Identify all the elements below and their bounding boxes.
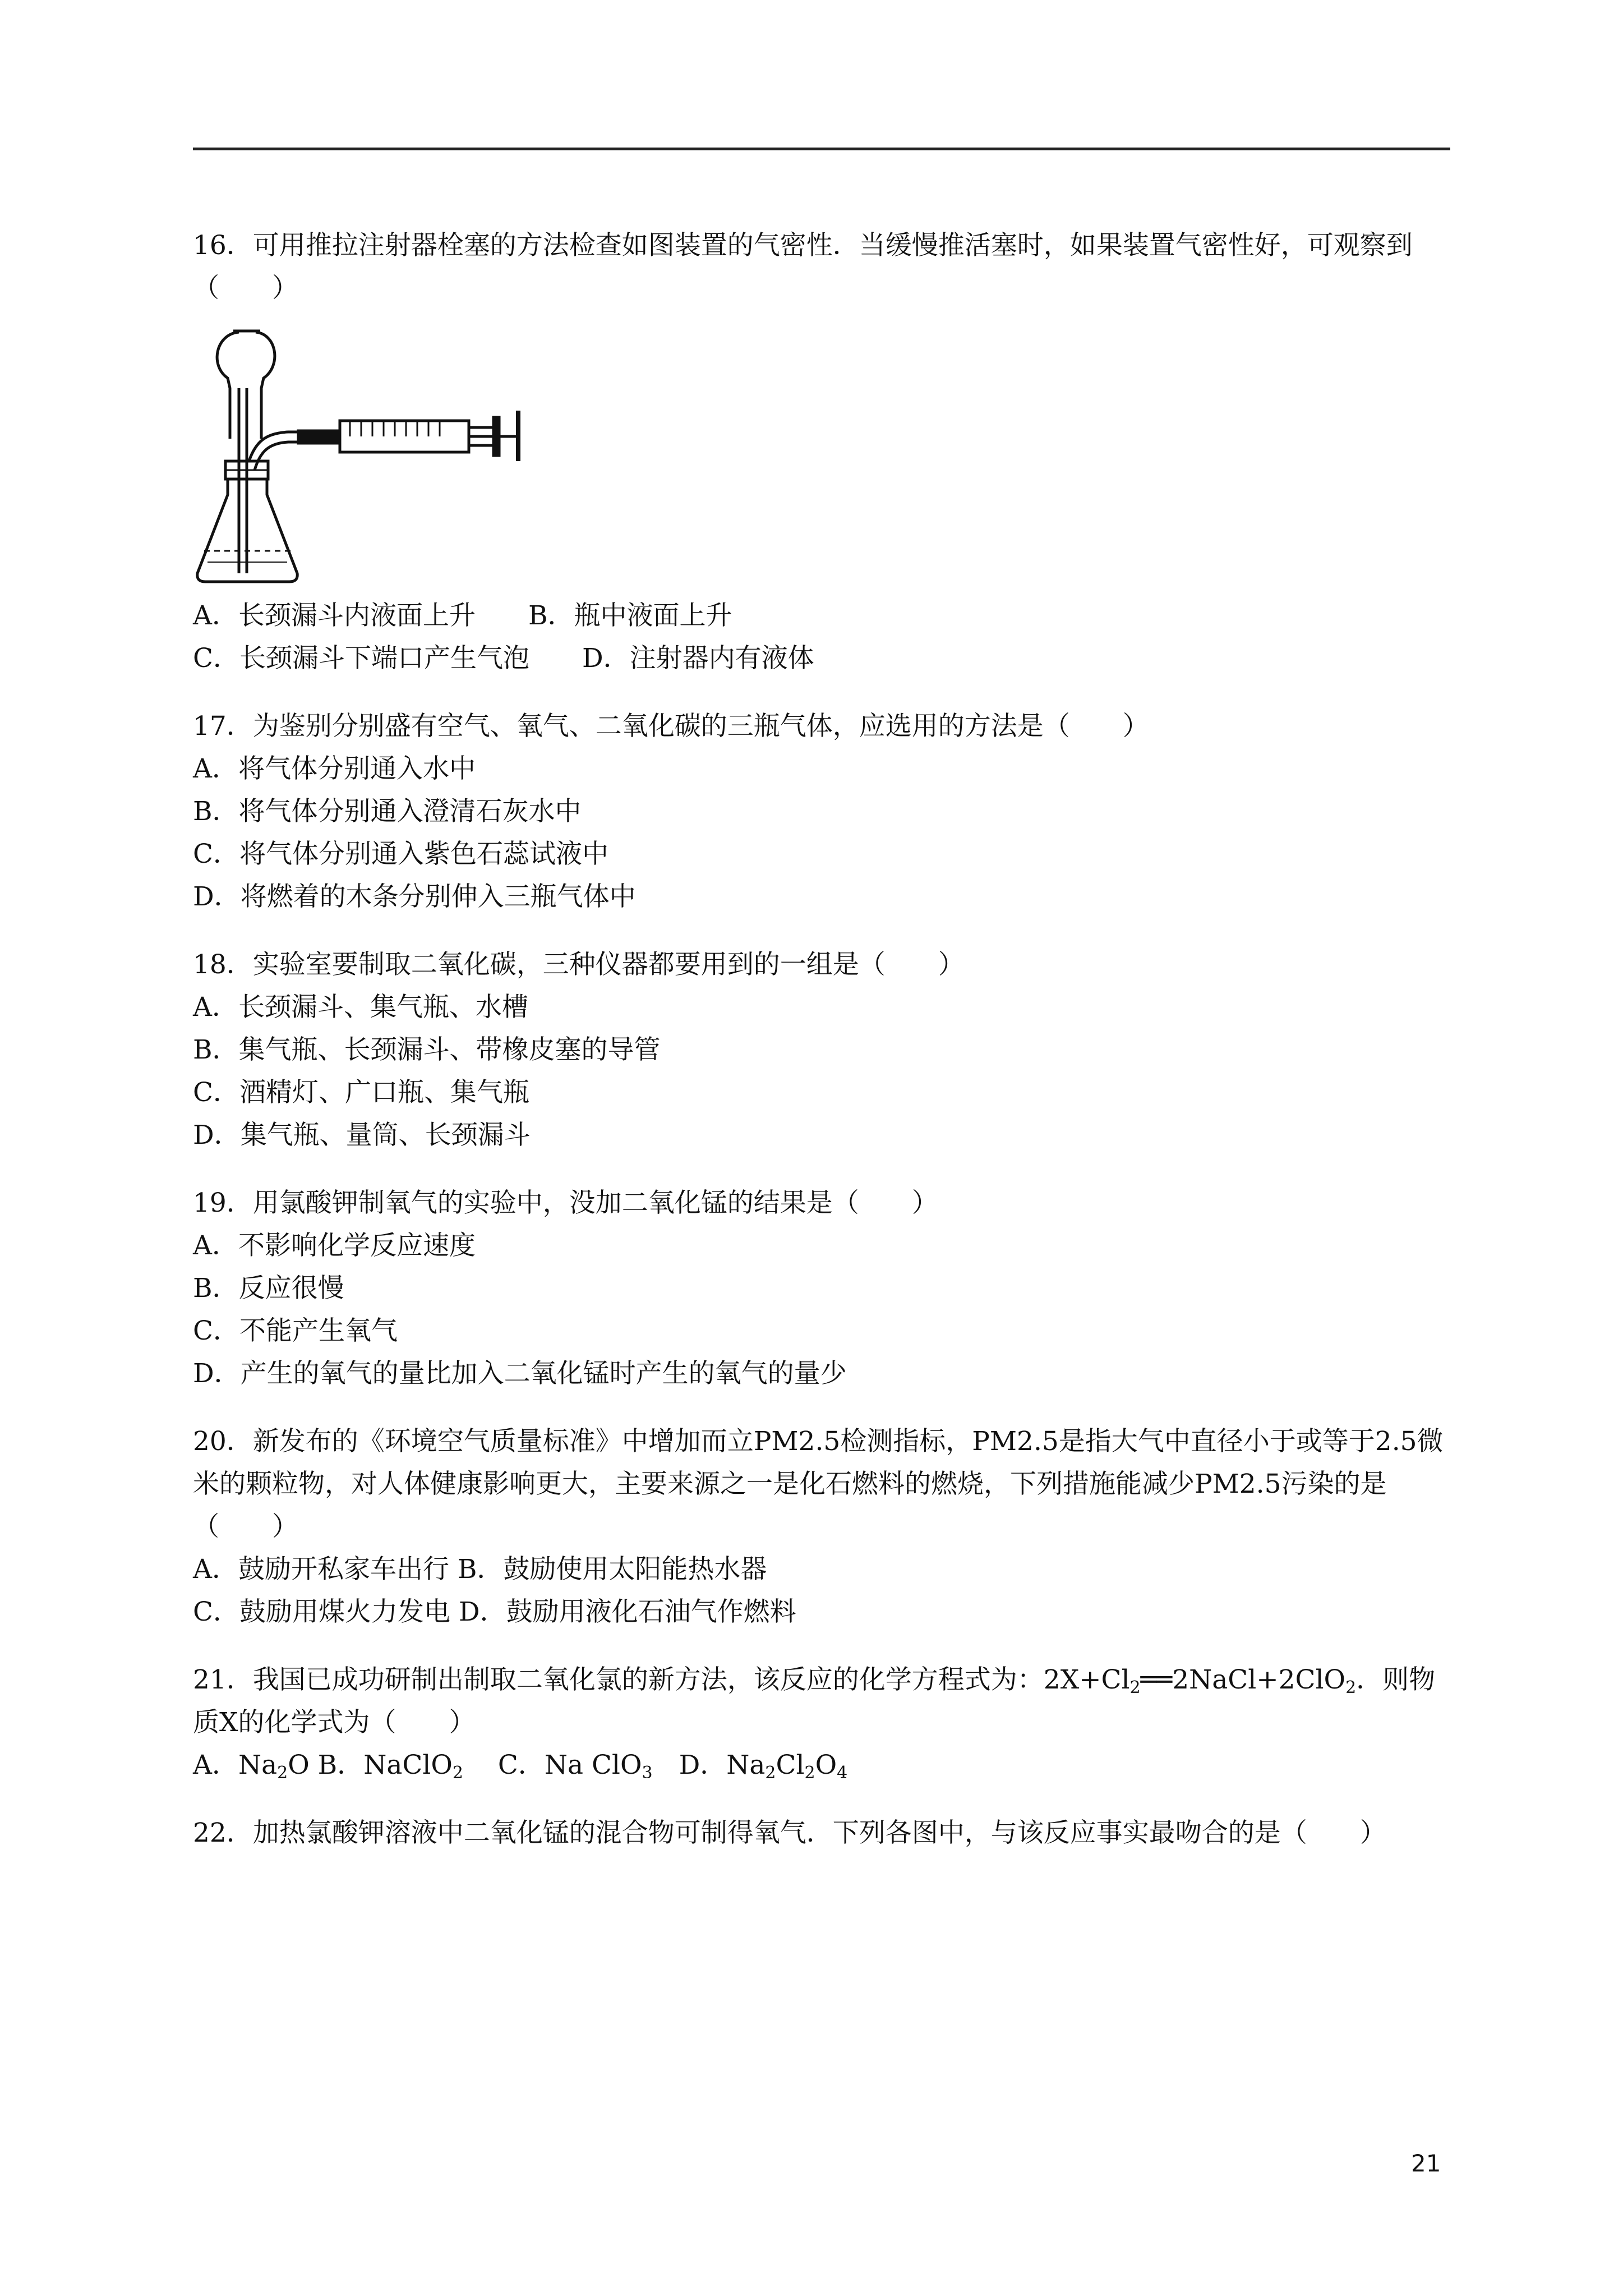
question-16-options-cd: C．长颈漏斗下端口产生气泡 D．注射器内有液体 — [193, 643, 814, 674]
subscript: 2 — [1345, 1678, 1357, 1697]
question-21-stem-part: 21．我国已成功研制出制取二氧化氯的新方法，该反应的化学方程式为：2X+Cl — [193, 1664, 1130, 1695]
question-16 — [193, 224, 1450, 680]
question-19-option-d: D．产生的氧气的量比加入二氧化锰时产生的氧气的量少 — [193, 1358, 847, 1389]
question-16-options-ab: A．长颈漏斗内液面上升 B．瓶中液面上升 — [193, 600, 732, 631]
subscript: 2 — [277, 1763, 288, 1783]
question-19-stem: 19．用氯酸钾制氧气的实验中，没加二氧化锰的结果是（ ） — [193, 1188, 938, 1218]
page-number: 21 — [1411, 2150, 1441, 2177]
question-17-stem: 17．为鉴别分别盛有空气、氧气、二氧化碳的三瓶气体，应选用的方法是（ ） — [193, 711, 1149, 742]
subscript: 2 — [804, 1763, 815, 1783]
option-text: O — [815, 1750, 837, 1780]
subscript: 3 — [642, 1763, 653, 1783]
option-text: C．Na ClO — [463, 1750, 642, 1780]
question-22 — [193, 1812, 1450, 1855]
question-16-stem: 16．可用推拉注射器栓塞的方法检查如图装置的气密性．当缓慢推活塞时，如果装置气密性好，可观察到（ ） — [193, 230, 1413, 303]
question-22-stem: 22．加热氯酸钾溶液中二氧化锰的混合物可制得氧气．下列各图中，与该反应事实最吻合的是（ ） — [193, 1818, 1386, 1848]
option-text: D．Na — [652, 1750, 766, 1780]
apparatus-figure — [193, 326, 529, 585]
question-20 — [193, 1420, 1450, 1634]
question-21-stem — [193, 1659, 1450, 1744]
question-18-option-c: C．酒精灯、广口瓶、集气瓶 — [193, 1077, 529, 1108]
question-19-option-b: B．反应很慢 — [193, 1273, 344, 1304]
question-21-options — [193, 1744, 1450, 1787]
header-rule — [193, 148, 1450, 150]
question-19-option-a: A．不影响化学反应速度 — [193, 1230, 476, 1261]
question-17 — [193, 705, 1450, 918]
option-text: O B．NaClO — [288, 1750, 453, 1780]
question-18-option-b: B．集气瓶、长颈漏斗、带橡皮塞的导管 — [193, 1034, 661, 1065]
option-text: Cl — [776, 1750, 805, 1780]
option-text: A．Na — [193, 1750, 278, 1780]
question-19-option-c: C．不能产生氧气 — [193, 1315, 398, 1346]
question-21-stem-part: ．则物质X的化学式为（ ） — [193, 1664, 1436, 1738]
question-18 — [193, 944, 1450, 1157]
document-body — [193, 224, 1450, 1855]
funnel-bulb — [217, 332, 239, 439]
question-19 — [193, 1182, 1450, 1395]
subscript: 2 — [1129, 1678, 1141, 1697]
question-17-option-b: B．将气体分别通入澄清石灰水中 — [193, 796, 582, 827]
syringe-graduations — [350, 421, 440, 436]
question-20-stem: 20．新发布的《环境空气质量标准》中增加而立PM2.5检测指标，PM2.5是指大气中直径小于或等于2.5微米的颗粒物，对人体健康影响更大，主要来源之一是化石燃料的燃烧，下列措施能减少PM2.5污染的是（ ） — [193, 1426, 1444, 1542]
question-21 — [193, 1659, 1450, 1787]
flask-syringe-apparatus — [193, 326, 529, 585]
question-18-option-d: D．集气瓶、量筒、长颈漏斗 — [193, 1120, 531, 1151]
subscript: 2 — [452, 1763, 463, 1783]
question-18-option-a: A．长颈漏斗、集气瓶、水槽 — [193, 992, 528, 1023]
question-21-stem-part: ══2NaCl+2ClO — [1140, 1664, 1346, 1695]
question-17-option-d: D．将燃着的木条分别伸入三瓶气体中 — [193, 881, 636, 912]
question-20-options-ab: A．鼓励开私家车出行 B．鼓励使用太阳能热水器 — [193, 1554, 767, 1585]
subscript: 4 — [837, 1763, 848, 1783]
question-17-option-c: C．将气体分别通入紫色石蕊试液中 — [193, 839, 608, 869]
question-17-option-a: A．将气体分别通入水中 — [193, 753, 476, 784]
question-18-stem: 18．实验室要制取二氧化碳，三种仪器都要用到的一组是（ ） — [193, 949, 965, 980]
question-20-options-cd: C．鼓励用煤火力发电 D．鼓励用液化石油气作燃料 — [193, 1596, 796, 1627]
subscript: 2 — [765, 1763, 776, 1783]
